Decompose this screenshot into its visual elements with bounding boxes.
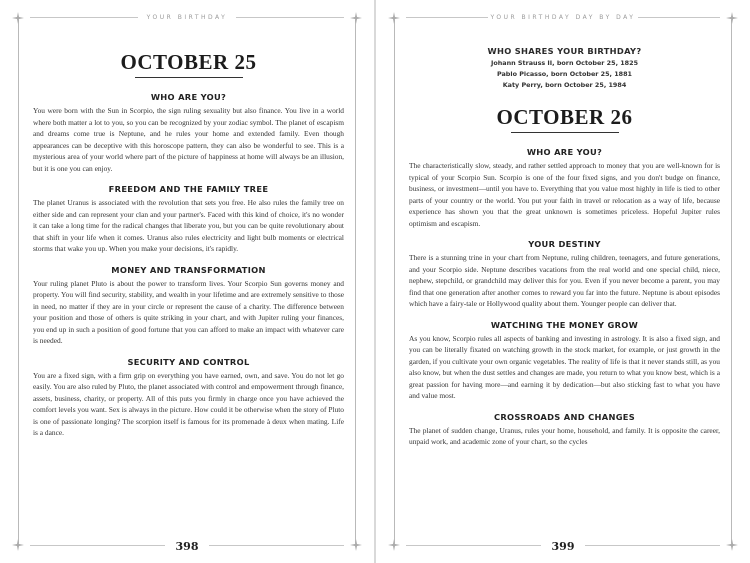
section-text: As you know, Scorpio rules all aspects of banking and investing in astrology. It is also a fixed sign, and you can be literally fixated on watching growth in the stock market, for example, or just growth in the garden, if you cultivate your own organic vegetables. The reality of life is that it never stands still, as you also know, but when the dust settles and changes are made, you return to what you know best, which is a great passion for having more—and earning it by dedication—but also sticking fast to what you have and value most. [409, 333, 720, 400]
right-page-content [409, 38, 720, 448]
section-text: The characteristically slow, steady, and rather settled approach to money that you are well-known for is typical of your Scorpio Sun. Scorpio is one of the four fixed signs, and you don't budge on finance, business, or investment—until you have to. Everything that you value most highly in life is tied to other parts of your country or the world. You put your faith in travel or relocation as a way of life, because experience has shown you that the great unknown is sometimes priceless. Hopeful Jupiter rules optimism and escapism. [409, 161, 720, 228]
corner-ornament-icon [350, 12, 362, 24]
section-text: The planet Uranus is associated with the revolution that sets you free. He also rules the family tree on either side and can represent your clan and your partner's. Faced with this kind of choice, it's no wonder it can take a long time for the radical changes that liberate you, but you can be quite revolutionary about that shift in your life when it comes. Uranus also rules electricity and light bulb moments or electrical storms that wake you up. When you make your decisions, it's rapidly. [33, 198, 344, 253]
section-heading: WHO ARE YOU? [150, 92, 227, 102]
corner-ornament-icon [12, 12, 24, 24]
running-head: YOUR BIRTHDAY [146, 14, 228, 21]
section-text: There is a stunning trine in your chart from Neptune, ruling children, teenagers, and future generations, and your Scorpio side. Neptune describes vacations from the real world and one special child, niece, nephew, stepchild, or grandchild may deliver this for you. Even if you never become a parent, you may find that one generation after another comes to reward you far into the future. Neptune is about episodes which have a fairy-tale or Hollywood quality about them. Younger people can deliver that. [409, 253, 720, 308]
section-text: You are a fixed sign, with a firm grip on everything you have earned, own, and save. You do not let go easily. You are also ruled by Pluto, the planet associated with control and empowerment through finance, assets, business, charity, or property. All of this puts you firmly in charge once you have achieved the comfort levels you want. Sex is always in the picture. How could it be otherwise when the story of Pluto is one of passionate longing? The scorpion itself is famous for its promenade à deux when mating. Life is a dance. [33, 370, 344, 437]
section-heading: WATCHING THE MONEY GROW [490, 319, 639, 330]
shares-title: WHO SHARES YOUR BIRTHDAY? [487, 46, 642, 56]
left-page-content [33, 38, 344, 439]
shares-item: Katy Perry, born October 25, 1984 [502, 81, 627, 89]
corner-ornament-icon [388, 12, 400, 24]
page-number: 399 [551, 540, 575, 553]
shares-birthday-box [409, 46, 720, 91]
title-underline [135, 77, 243, 78]
left-page [0, 0, 374, 563]
right-page [376, 0, 750, 563]
section-text: The planet of sudden change, Uranus, rules your home, household, and family. It is opposite the career, unpaid work, and academic zone of your chart, so the cycles [409, 425, 720, 446]
section-text: Your ruling planet Pluto is about the power to transform lives. Your Scorpio Sun governs money and property. You will find security, stability, and wealth in your lifetime and are extremely sensitive to those in need, no matter if they are in your circle or represent the cause of a charity. The difference between your position and those of others is quite striking in your chart, and with Jupiter ruling your finances, you end up in such a position of good fortune that you can afford to make an impact with whatever care is needed. [33, 278, 344, 345]
page-number: 398 [175, 540, 199, 553]
section-heading: CROSSROADS AND CHANGES [493, 411, 636, 422]
section-heading: FREEDOM AND THE FAMILY TREE [108, 184, 269, 194]
shares-item: Pablo Picasso, born October 25, 1881 [496, 70, 632, 78]
day-title: OCTOBER 26 [496, 105, 633, 129]
title-underline [511, 132, 619, 133]
section-heading: WHO ARE YOU? [526, 147, 603, 157]
day-title: OCTOBER 25 [120, 50, 257, 74]
running-head: YOUR BIRTHDAY DAY BY DAY [490, 14, 636, 21]
section-heading: MONEY AND TRANSFORMATION [111, 264, 266, 275]
corner-ornament-icon [726, 12, 738, 24]
section-text: You were born with the Sun in Scorpio, the sign ruling sexuality but also finance. You live in a world where both matter a lot to you, so you can be recognized by your zodiac symbol. The planet of escapism and dreams come true is Neptune, and he rules your home and extended family. Even though appearances can be deceptive with this horoscope pattern, they can also be wonderful to see. This is a mysterious area of your world where part of the picture of happiness at home will always be an illusion, but it is one you can enjoy. [33, 106, 344, 173]
shares-item: Johann Strauss II, born October 25, 1825 [490, 59, 639, 67]
section-heading: SECURITY AND CONTROL [127, 356, 250, 367]
section-heading: YOUR DESTINY [528, 239, 601, 249]
